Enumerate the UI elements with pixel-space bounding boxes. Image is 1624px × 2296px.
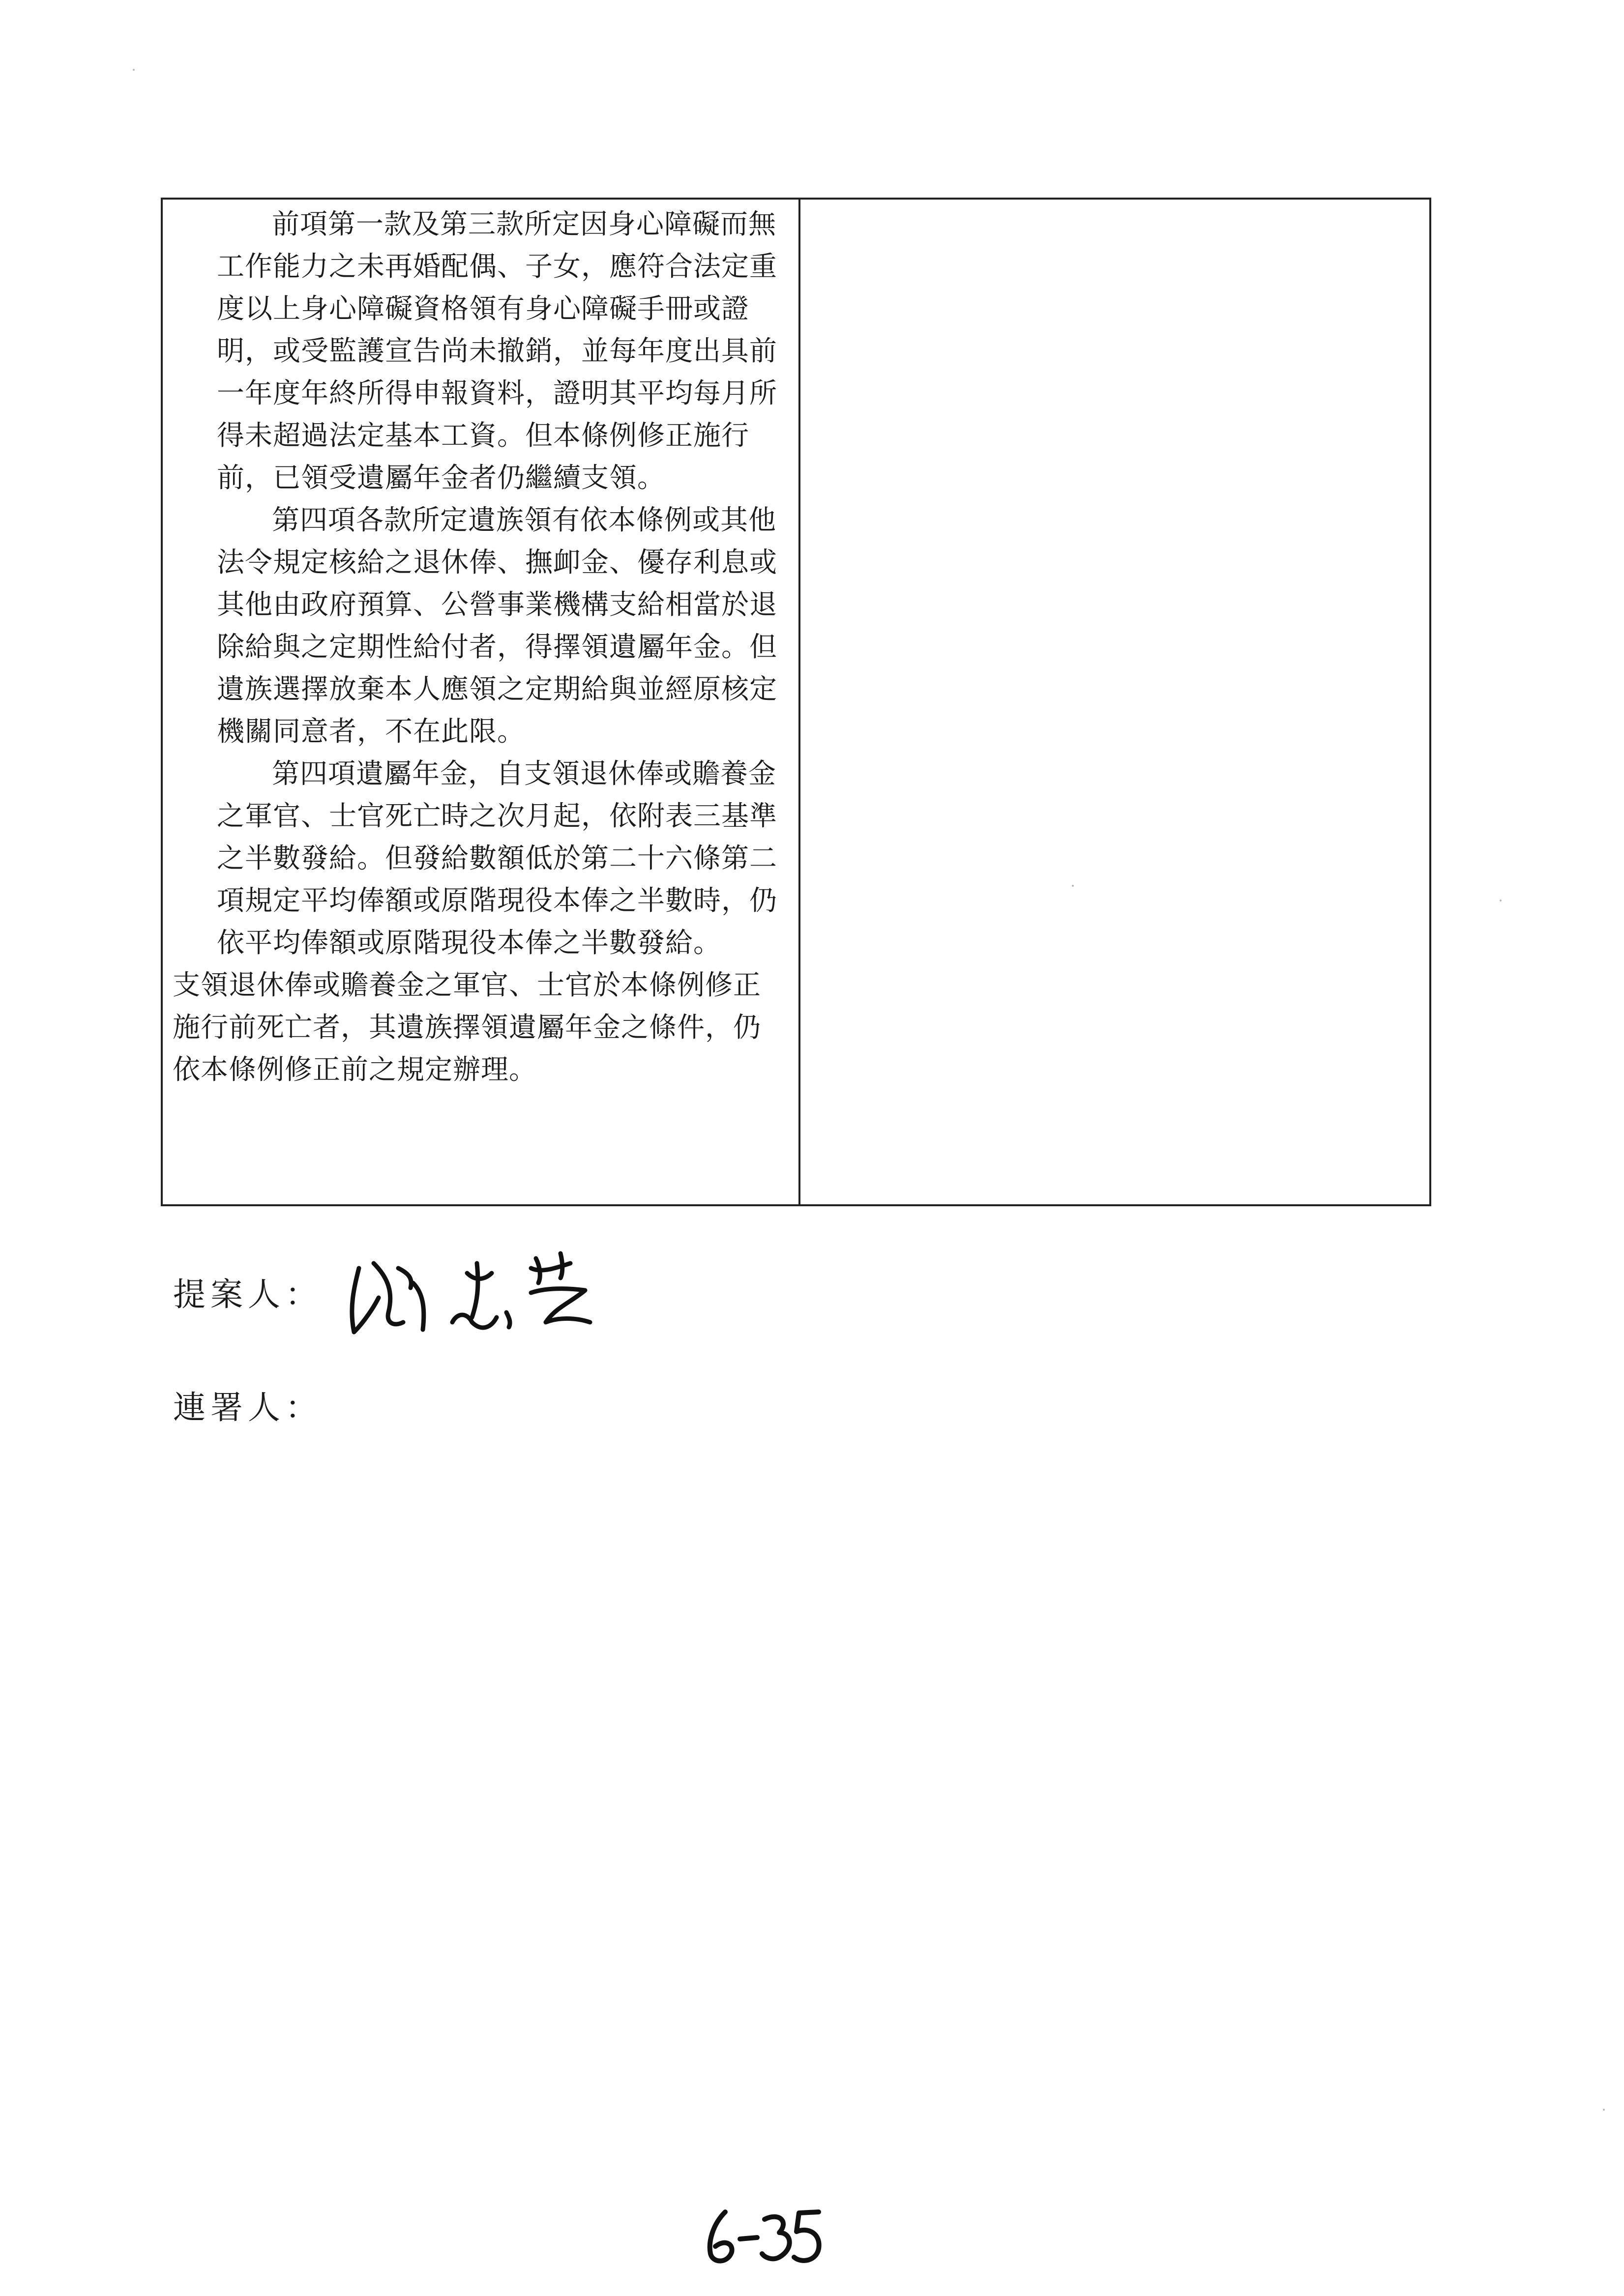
scan-speck — [1500, 900, 1502, 901]
paragraph-annuity-amount: 第四項遺屬年金，自支領退休俸或贍養金之軍官、士官死亡時之次月起，依附表三基準之半數發給。但發給數額低於第二十六條第二項規定平均俸額或原階現役本俸之半數時，仍依平均俸額或原階現役本俸之半數發給。 — [217, 758, 777, 959]
scan-speck — [1603, 2109, 1605, 2111]
page-number — [698, 2202, 826, 2271]
explanation-column — [800, 200, 1429, 1204]
paragraph-transitional-rule: 支領退休俸或贍養金之軍官、士官於本條例修正施行前死亡者，其遺族擇領遺屬年金之條件，仍依本條例修正前之規定辦理。 — [173, 969, 761, 1086]
amended-text-column — [163, 200, 800, 1204]
paragraph-other-benefits: 第四項各款所定遺族領有依本條例或其他法令規定核給之退休俸、撫卹金、優存利息或其他由政府預算、公營事業機構支給相當於退除給與之定期性給付者，得擇領遺屬年金。但遺族選擇放棄本人應領之定期給與並經原核定機關同意者，不在此限。 — [217, 504, 777, 748]
proposer-label: 提案人： — [173, 1276, 323, 1313]
scan-speck — [133, 69, 135, 71]
proposer-signature — [339, 1249, 605, 1347]
cosigner-label: 連署人： — [173, 1389, 323, 1426]
comparison-table — [161, 198, 1431, 1206]
paragraph-disability-condition: 前項第一款及第三款所定因身心障礙而無工作能力之未再婚配偶、子女，應符合法定重度以上身心障礙資格領有身心障礙手冊或證明，或受監護宣告尚未撤銷，並每年度出具前一年度年終所得申報資料，證明其平均每月所得未超過法定基本工資。但本條例修正施行前，已領受遺屬年金者仍繼續支領。 — [217, 208, 777, 494]
